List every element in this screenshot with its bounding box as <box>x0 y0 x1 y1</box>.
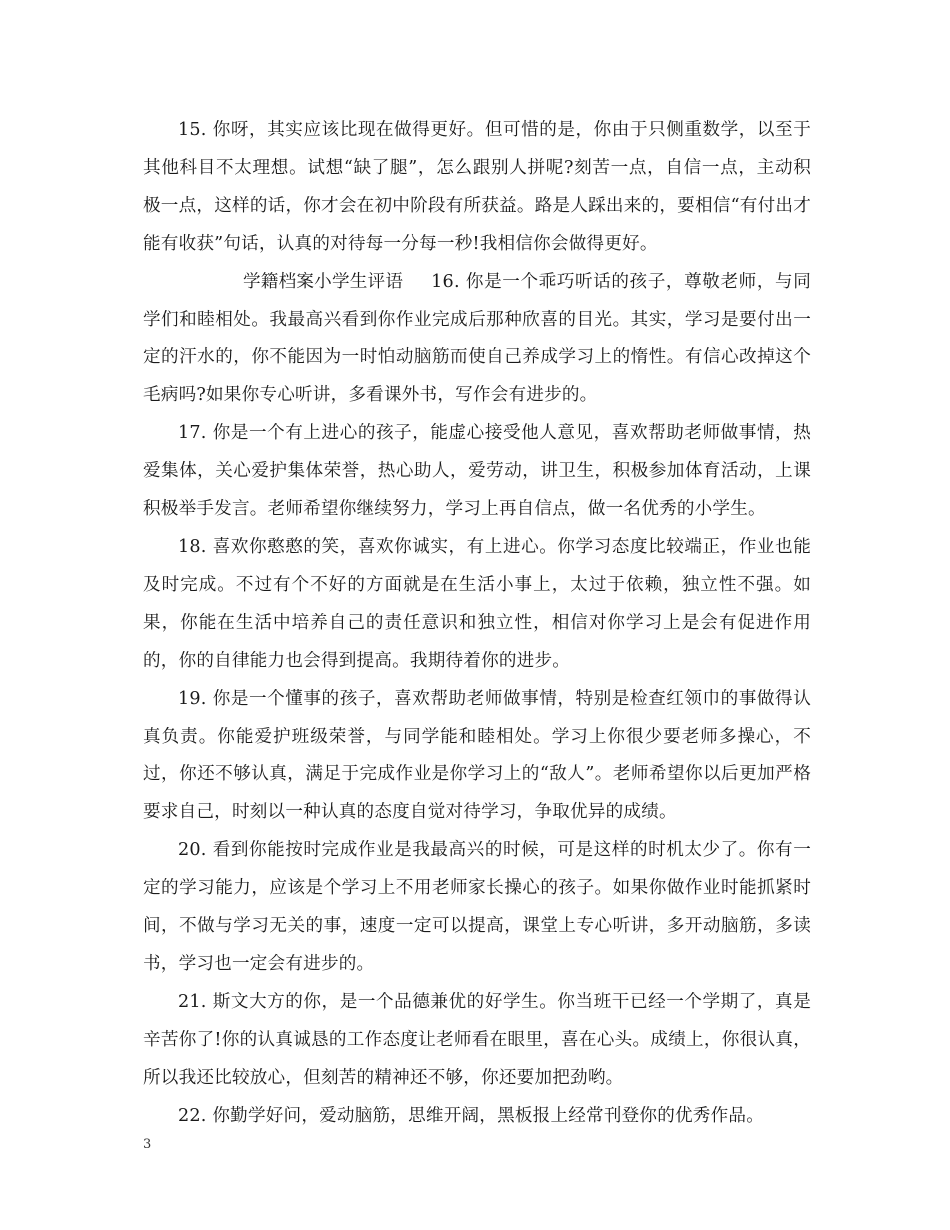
paragraph-15: 15. 你呀，其实应该比现在做得更好。但可惜的是，你由于只侧重数学，以至于其他科目不太理想。试想“缺了腿”，怎么跟别人拼呢?刻苦一点，自信一点，主动积极一点，这样的话，你才会在初中阶段有所获益。路是人踩出来的，要相信“有付出才能有收获”句话，认真的对待每一分每一秒!我相信你会做得更好。 <box>143 120 811 254</box>
page-number: 3 <box>143 1137 152 1152</box>
paragraph-16-text: 16. 你是一个乖巧听话的孩子，尊敬老师，与同学们和睦相处。我最高兴看到你作业完成后那种欣喜的目光。其实，学习是要付出一定的汗水的，你不能因为一时怕动脑筋而使自己养成学习上的惰性。有信心改掉这个毛病吗?如果你专心听讲，多看课外书，写作会有进步的。 <box>143 271 811 406</box>
document-body <box>143 112 811 1135</box>
paragraph-17: 17. 你是一个有上进心的孩子，能虚心接受他人意见，喜欢帮助老师做事情，热爱集体，关心爱护集体荣誉，热心助人，爱劳动，讲卫生，积极参加体育活动，上课积极举手发言。老师希望你继续努力，学习上再自信点，做一名优秀的小学生。 <box>143 423 811 520</box>
paragraph-18: 18. 喜欢你憨憨的笑，喜欢你诚实，有上进心。你学习态度比较端正，作业也能及时完成。不过有个不好的方面就是在生活小事上，太过于依赖，独立性不强。如果，你能在生活中培养自己的责任意识和独立性，相信对你学习上是会有促进作用的，你的自律能力也会得到提高。我期待着你的进步。 <box>143 536 811 671</box>
paragraph-22: 22. 你勤学好问，爱动脑筋，思维开阔，黑板报上经常刊登你的优秀作品。 <box>178 1105 764 1126</box>
paragraph-19: 19. 你是一个懂事的孩子，喜欢帮助老师做事情，特别是检查红领巾的事做得认真负责。你能爱护班级荣誉，与同学能和睦相处。学习上你很少要老师多操心，不过，你还不够认真，满足于完成作业是你学习上的“敌人”。老师希望你以后更加严格要求自己，时刻以一种认真的态度自觉对待学习，争取优异的成绩。 <box>143 688 811 823</box>
inline-section-heading: 学籍档案小学生评语 <box>243 271 404 292</box>
paragraph-21: 21. 斯文大方的你，是一个品德兼优的好学生。你当班干已经一个学期了，真是辛苦你了!你的认真诚恳的工作态度让老师看在眼里，喜在心头。成绩上，你很认真，所以我还比较放心，但刻苦的精神还不够，你还要加把劲哟。 <box>143 991 811 1088</box>
paragraph-16 <box>143 264 811 416</box>
paragraph-20: 20. 看到你能按时完成作业是我最高兴的时候，可是这样的时机太少了。你有一定的学习能力，应该是个学习上不用老师家长操心的孩子。如果你做作业时能抓紧时间，不做与学习无关的事，速度一定可以提高，课堂上专心听讲，多开动脑筋，多读书，学习也一定会有进步的。 <box>143 840 811 974</box>
